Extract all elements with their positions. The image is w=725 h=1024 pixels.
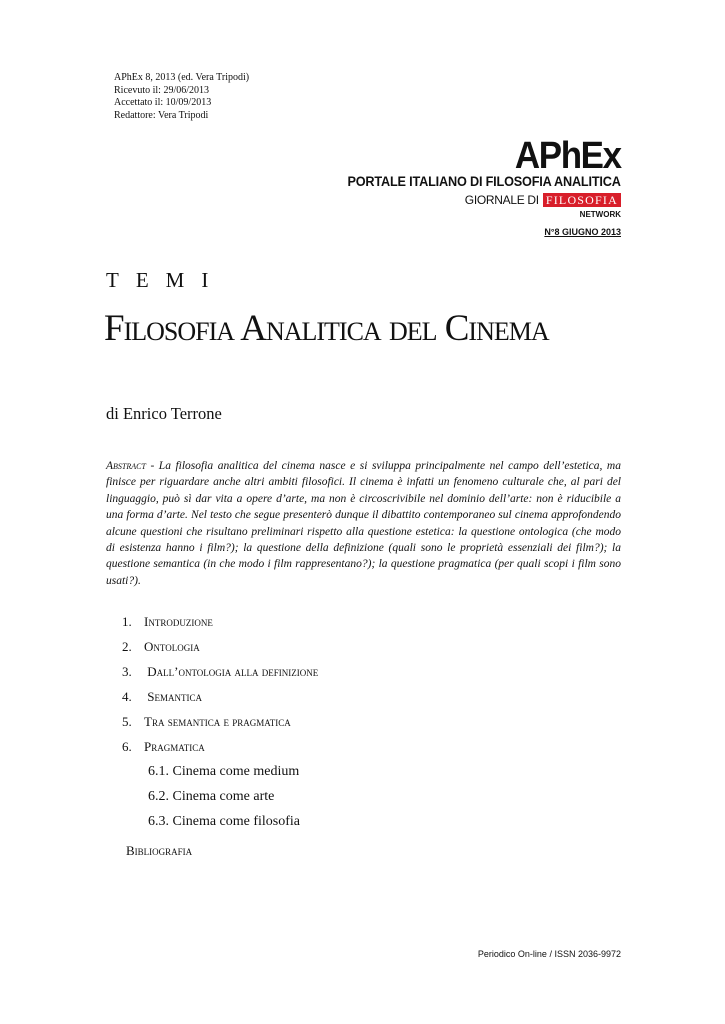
toc-item — [122, 714, 291, 730]
page-title: Filosofia Analitica del Cinema — [104, 308, 549, 349]
toc-subitem: 6.3. Cinema come filosofia — [148, 814, 301, 829]
toc-item-label: Tra semantica e pragmatica — [144, 714, 291, 729]
toc-item-label: Ontologia — [144, 639, 200, 654]
toc-item — [122, 739, 205, 755]
toc-subitem: 6.1. Cinema come medium — [148, 764, 300, 779]
journal-brand — [330, 135, 621, 237]
toc-item-label: Dall’ontologia alla definizione — [144, 664, 319, 679]
toc-item — [122, 664, 318, 680]
toc-item-number: 5. — [122, 714, 132, 729]
toc-bibliography: Bibliografia — [126, 843, 193, 858]
journal-line — [330, 193, 621, 207]
network-label: NETWORK — [579, 210, 621, 219]
abstract-label: Abstract — [106, 460, 146, 472]
abstract — [106, 458, 621, 589]
meta-line-editor: Redattore: Vera Tripodi — [114, 109, 209, 121]
journal-lead: GIORNALE DI — [464, 193, 539, 207]
toc-item — [122, 689, 202, 705]
meta-line-received: Ricevuto il: 29/06/2013 — [114, 84, 209, 96]
toc-item-number: 3. — [122, 664, 132, 679]
toc-item-number: 4. — [122, 689, 132, 704]
author-line: di Enrico Terrone — [106, 404, 222, 423]
toc-item-label: Pragmatica — [144, 739, 205, 754]
meta-line-accepted: Accettato il: 10/09/2013 — [114, 97, 212, 109]
submission-meta — [114, 72, 249, 122]
toc-item-number: 2. — [122, 639, 132, 654]
filosofia-badge: FILOSOFIA — [543, 193, 621, 207]
abstract-text: - La filosofia analitica del cinema nasce e si sviluppa principalmente nel campo dell’estetica, ma finisce per riguardare anche altri ambiti filosofici. Il cinema è infatti un fenomeno culturale che, al pari del linguaggio, può sì dar vita a opere d’arte, ma non è circoscrivibile nel dominio dell’arte: non è riducibile a una forma d’arte. Nel testo che segue presenterò dunque il dibattito contemporaneo sul cinema approfondendo alcune questioni che risultano preliminari rispetto alla questione estetica: la questione ontologica (che modo di esistenza hanno i film?); la questione della definizione (quali sono le proprietà essenziali dei film?); la questione semantica (in che modo i film rappresentano?); la questione pragmatica (per quali scopi i film sono usati?). — [106, 460, 621, 587]
aphex-logo: APhEx — [515, 135, 621, 177]
section-label: TEMI — [106, 268, 226, 292]
footer-issn: Periodico On-line / ISSN 2036-9972 — [477, 949, 621, 959]
toc-subitem: 6.2. Cinema come arte — [148, 789, 275, 804]
portal-subtitle: PORTALE ITALIANO DI FILOSOFIA ANALITICA — [347, 174, 621, 189]
meta-line-edition: APhEx 8, 2013 (ed. Vera Tripodi) — [114, 72, 250, 83]
toc-item-label: Semantica — [144, 689, 202, 704]
toc-item — [122, 614, 213, 630]
toc-item — [122, 639, 200, 655]
toc-item-number: 1. — [122, 614, 132, 629]
issue-label: N°8 GIUGNO 2013 — [544, 227, 621, 237]
toc-item-label: Introduzione — [144, 614, 213, 629]
toc-item-number: 6. — [122, 739, 132, 754]
